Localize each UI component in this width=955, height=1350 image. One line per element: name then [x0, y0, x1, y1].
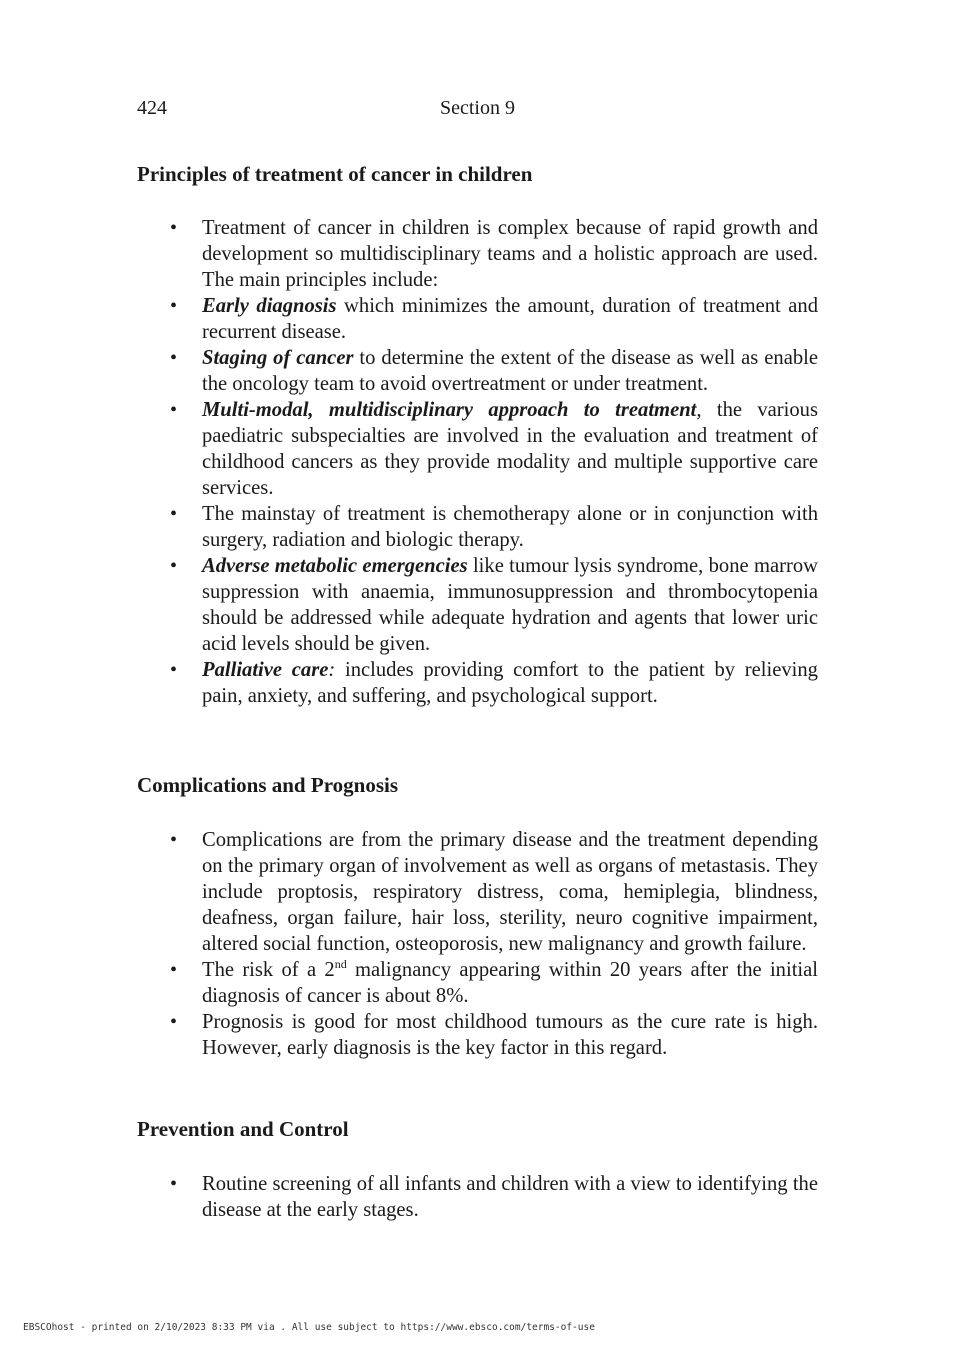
- list-item: • Prognosis is good for most childhood tumours as the cure rate is high. However, early diagnosis is the key factor in this regard.: [202, 1009, 818, 1061]
- list-item-term: Adverse metabolic emergencies: [202, 555, 468, 577]
- list-item: • Treatment of cancer in children is complex because of rapid growth and development so multidisciplinary teams and a holistic approach are used. The main principles include:: [202, 215, 818, 293]
- list-item: • Staging of cancer to determine the extent of the disease as well as enable the oncology team to avoid overtreatment or under treatment.: [202, 345, 818, 397]
- list-item-term: Palliative care: [202, 659, 329, 681]
- list-item: • Routine screening of all infants and children with a view to identifying the disease at the early stages.: [202, 1171, 818, 1223]
- footer-notice: EBSCOhost - printed on 2/10/2023 8:33 PM via . All use subject to https://www.ebsco.com/terms-of-use: [23, 1322, 595, 1333]
- prevention-list: [202, 1171, 818, 1223]
- list-item: • Early diagnosis which minimizes the amount, duration of treatment and recurrent disease.: [202, 293, 818, 345]
- running-head: Section 9: [440, 97, 515, 119]
- list-item: • The mainstay of treatment is chemotherapy alone or in conjunction with surgery, radiation and biologic therapy.: [202, 501, 818, 553]
- list-item: • Multi-modal, multidisciplinary approach to treatment, the various paediatric subspecialties are involved in the evaluation and treatment of childhood cancers as they provide modality and multiple supportive care services.: [202, 397, 818, 501]
- complications-list: [202, 827, 818, 1061]
- list-item: • Adverse metabolic emergencies like tumour lysis syndrome, bone marrow suppression with anaemia, immunosuppression and thrombocytopenia should be addressed while adequate hydration and agents that lower uric acid levels should be given.: [202, 553, 818, 657]
- list-item-term: Early diagnosis: [202, 295, 337, 317]
- list-item: • The risk of a 2nd malignancy appearing within 20 years after the initial diagnosis of cancer is about 8%.: [202, 957, 818, 1009]
- list-item: • Palliative care: includes providing comfort to the patient by relieving pain, anxiety, and suffering, and psychological support.: [202, 657, 818, 709]
- section-heading-prevention: Prevention and Control: [137, 1117, 349, 1141]
- section-heading-principles: Principles of treatment of cancer in children: [137, 162, 533, 186]
- list-item-term: Staging of cancer: [202, 347, 354, 369]
- list-item: • Complications are from the primary disease and the treatment depending on the primary organ of involvement as well as organs of metastasis. They include proptosis, respiratory distress, coma, hemiplegia, blindness, deafness, organ failure, hair loss, sterility, neuro cognitive impairment, altered social function, osteoporosis, new malignancy and growth failure.: [202, 827, 818, 957]
- section-heading-complications: Complications and Prognosis: [137, 773, 398, 797]
- list-item-term: Multi-modal, multidisciplinary approach to treatment: [202, 399, 697, 421]
- page-number: 424: [137, 97, 167, 119]
- principles-list: [202, 215, 818, 709]
